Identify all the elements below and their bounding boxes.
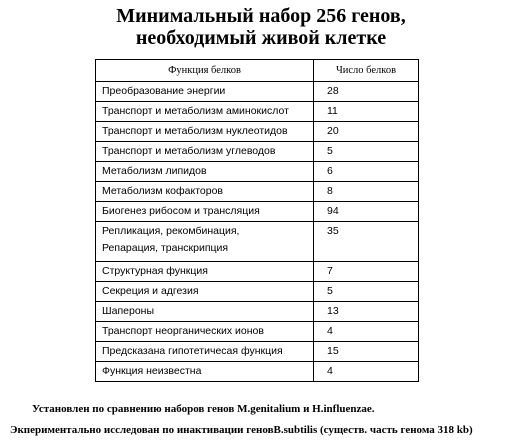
row-count: 94 <box>314 202 419 222</box>
row-label: Транспорт и метаболизм нуклеотидов <box>96 122 314 142</box>
table-row <box>96 122 419 142</box>
row-count: 4 <box>314 322 419 342</box>
table-row <box>96 262 419 282</box>
row-count: 35 <box>314 222 419 262</box>
row-label-line-1: Репликация, рекомбинация, <box>102 225 240 237</box>
row-label: Преобразование энергии <box>96 82 314 102</box>
row-count: 4 <box>314 362 419 382</box>
table-row <box>96 322 419 342</box>
title-line-1: Минимальный набор 256 генов, <box>116 5 406 27</box>
table-header-row <box>96 60 419 82</box>
footnote-comparison: Установлен по сравнению наборов генов M.genitalium и H.influenzae. <box>32 403 375 415</box>
row-count: 5 <box>314 282 419 302</box>
row-label: Транспорт и метаболизм углеводов <box>96 142 314 162</box>
row-count: 15 <box>314 342 419 362</box>
row-label: Биогенез рибосом и трансляция <box>96 202 314 222</box>
row-label: Метаболизм кофакторов <box>96 182 314 202</box>
row-count: 5 <box>314 142 419 162</box>
table-row <box>96 302 419 322</box>
table-row <box>96 82 419 102</box>
row-count: 20 <box>314 122 419 142</box>
table-row <box>96 342 419 362</box>
row-count: 13 <box>314 302 419 322</box>
row-count: 8 <box>314 182 419 202</box>
row-count: 11 <box>314 102 419 122</box>
row-label <box>96 222 314 262</box>
row-count: 6 <box>314 162 419 182</box>
table-row <box>96 362 419 382</box>
table-row <box>96 142 419 162</box>
row-label: Шапероны <box>96 302 314 322</box>
row-label: Предсказана гипотетичесая функция <box>96 342 314 362</box>
row-label: Транспорт и метаболизм аминокислот <box>96 102 314 122</box>
table-row <box>96 162 419 182</box>
footnote-inactivation: Экпериментально исследован по инактивации геновB.subtilis (существ. часть генома 318 kb) <box>10 424 473 436</box>
row-label: Транспорт неорганических ионов <box>96 322 314 342</box>
row-count: 28 <box>314 82 419 102</box>
row-count: 7 <box>314 262 419 282</box>
protein-function-table <box>95 59 419 382</box>
page-title <box>0 5 522 49</box>
row-label: Метаболизм липидов <box>96 162 314 182</box>
table-row <box>96 222 419 262</box>
table-row <box>96 282 419 302</box>
table-row <box>96 182 419 202</box>
row-label: Функция неизвестна <box>96 362 314 382</box>
header-count: Число белков <box>314 60 419 82</box>
row-label-line-2: Репарация, транскрипция <box>102 242 229 254</box>
table-row <box>96 102 419 122</box>
row-label: Секреция и адгезия <box>96 282 314 302</box>
row-label: Структурная функция <box>96 262 314 282</box>
table-row <box>96 202 419 222</box>
title-line-2: необходимый живой клетке <box>135 27 387 49</box>
header-function: Функция белков <box>96 60 314 82</box>
